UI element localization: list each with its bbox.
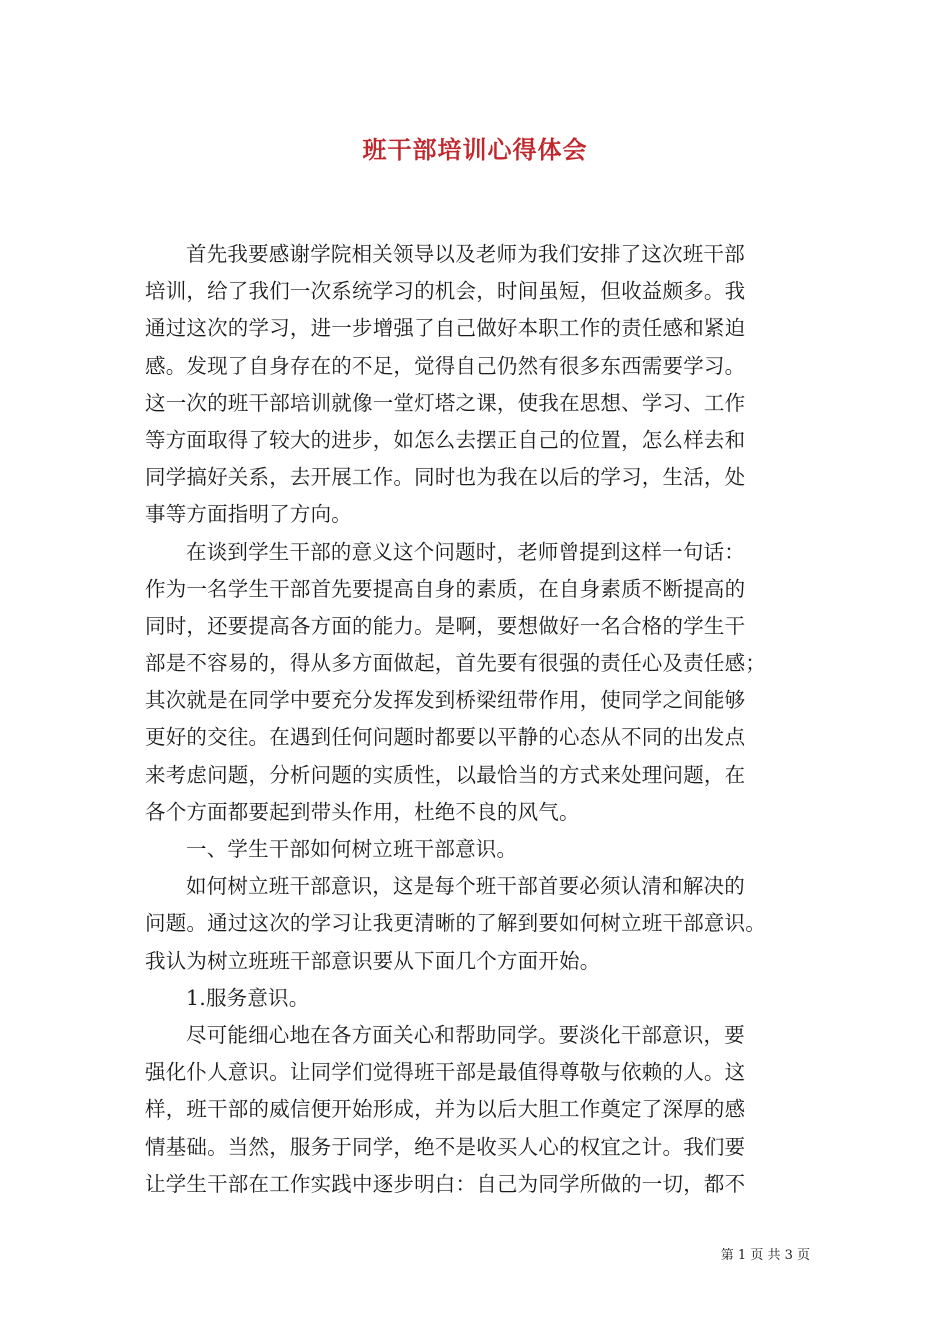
text-line: 其次就是在同学中要充分发挥发到桥梁纽带作用，使同学之间能够 [145, 688, 746, 713]
text-line: 来考虑问题，分析问题的实质性，以最恰当的方式来处理问题，在 [145, 762, 746, 787]
text-line: 作为一名学生干部首先要提高自身的素质，在自身素质不断提高的 [145, 576, 746, 601]
text-line: 各个方面都要起到带头作用，杜绝不良的风气。 [145, 799, 580, 824]
text-line: 等方面取得了较大的进步，如怎么去摆正自己的位置，怎么样去和 [145, 427, 746, 452]
text-line: 问题。通过这次的学习让我更清晰的了解到要如何树立班干部意识。 [145, 911, 766, 936]
text-line: 如何树立班干部意识，这是每个班干部首要必须认清和解决的 [186, 874, 745, 899]
text-line: 情基础。当然，服务于同学，绝不是收买人心的权宜之计。我们要 [145, 1134, 746, 1159]
text-line: 样，班干部的威信便开始形成，并为以后大胆工作奠定了深厚的感 [145, 1097, 746, 1122]
text-line: 部是不容易的，得从多方面做起，首先要有很强的责任心及责任感； [145, 651, 766, 676]
page-footer: 第 1 页 共 3 页 [720, 1248, 810, 1263]
text-line: 尽可能细心地在各方面关心和帮助同学。要淡化干部意识，要 [186, 1022, 745, 1047]
document-body [145, 236, 815, 1203]
text-line: 更好的交往。在遇到任何问题时都要以平静的心态从不同的出发点 [145, 725, 746, 750]
text-line: 事等方面指明了方向。 [145, 502, 352, 527]
text-line: 我认为树立班班干部意识要从下面几个方面开始。 [145, 948, 601, 973]
text-line: 培训，给了我们一次系统学习的机会，时间虽短，但收益颇多。我 [145, 279, 746, 304]
text-line: 通过这次的学习，进一步增强了自己做好本职工作的责任感和紧迫 [145, 316, 746, 341]
text-line: 同学搞好关系，去开展工作。同时也为我在以后的学习，生活，处 [145, 465, 746, 490]
text-line: 感。发现了自身存在的不足，觉得自己仍然有很多东西需要学习。 [145, 353, 746, 378]
document-title: 班干部培训心得体会 [362, 135, 588, 164]
text-line: 让学生干部在工作实践中逐步明白：自己为同学所做的一切，都不 [145, 1171, 746, 1196]
text-line: 这一次的班干部培训就像一堂灯塔之课，使我在思想、学习、工作 [145, 390, 746, 415]
text-line: 在谈到学生干部的意义这个问题时，老师曾提到这样一句话： [186, 539, 745, 564]
text-line: 一、学生干部如何树立班干部意识。 [186, 837, 518, 861]
text-line: 1.服务意识。 [186, 985, 310, 1010]
text-line: 强化仆人意识。让同学们觉得班干部是最值得尊敬与依赖的人。这 [145, 1060, 746, 1085]
text-line: 首先我要感谢学院相关领导以及老师为我们安排了这次班干部 [186, 242, 745, 266]
text-line: 同时，还要提高各方面的能力。是啊，要想做好一名合格的学生干 [145, 613, 746, 638]
